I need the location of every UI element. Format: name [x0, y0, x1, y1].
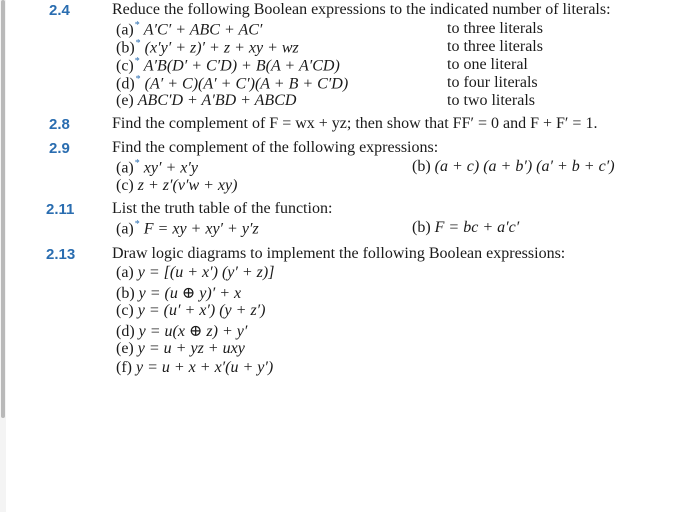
starred-marker-icon: * — [134, 219, 140, 230]
item-expr: F = xy + xy′ + y′z — [143, 220, 259, 238]
item-expr: y = [(u + x′) (y′ + z)] — [137, 264, 275, 281]
item-expr: y = u(x ⊕ z) + y′ — [138, 323, 248, 340]
item-label: (a) — [116, 159, 134, 177]
item-label: (f) — [116, 359, 132, 376]
starred-marker-icon: * — [134, 56, 140, 67]
problem-2-4-target-c: to one literal — [447, 56, 528, 73]
starred-marker-icon: * — [134, 158, 140, 169]
problem-2-4-item-d — [116, 74, 348, 93]
problem-2-9-item-b — [412, 158, 615, 176]
starred-marker-icon: * — [134, 20, 140, 31]
problem-2-13-item-a — [116, 264, 274, 282]
item-expr: (x′y′ + z)′ + z + xy + wz — [144, 39, 299, 57]
item-label: (b) — [116, 39, 135, 57]
problem-2-8-text: Find the complement of F = wx + yz; then show that FF′ = 0 and F + F′ = 1. — [112, 115, 598, 132]
problem-2-13-item-c — [116, 302, 266, 320]
item-label: (a) — [116, 264, 134, 281]
starred-marker-icon: * — [135, 38, 141, 49]
starred-marker-icon: * — [135, 74, 141, 85]
item-expr: y = (u′ + x′) (y + z′) — [137, 302, 266, 319]
problem-2-4-prompt: Reduce the following Boolean expressions to the indicated number of literals: — [112, 1, 611, 18]
item-expr: xy′ + x′y — [143, 159, 198, 177]
problem-2-4-item-c — [116, 56, 340, 75]
problem-2-13-item-f — [116, 359, 273, 377]
problem-2-13-prompt: Draw logic diagrams to implement the following Boolean expressions: — [112, 245, 566, 262]
item-expr: y = u + yz + uxy — [137, 340, 245, 357]
item-expr: A′C′ + ABC + AC′ — [143, 21, 263, 39]
problem-number-2-8: 2.8 — [49, 116, 70, 133]
item-expr: (A′ + C)(A′ + C′)(A + B + C′D) — [144, 75, 349, 93]
item-label: (c) — [116, 177, 134, 194]
problem-2-11-prompt: List the truth table of the function: — [112, 200, 333, 217]
problem-2-11-item-a — [116, 219, 259, 238]
item-expr: (a + c) (a + b′) (a′ + b + c′) — [434, 158, 615, 175]
problem-2-4-target-a: to three literals — [447, 20, 543, 37]
scrollbar-thumb[interactable] — [1, 0, 5, 418]
item-expr: A′B(D′ + C′D) + B(A + A′CD) — [143, 57, 340, 75]
problem-number-2-9: 2.9 — [49, 140, 70, 157]
item-expr: y = (u ⊕ y)′ + x — [138, 285, 242, 302]
problem-2-4-item-b — [116, 38, 299, 57]
problem-2-4-target-b: to three literals — [447, 38, 543, 55]
item-label: (c) — [116, 57, 134, 75]
item-label: (b) — [412, 219, 431, 236]
problem-2-13-item-b — [116, 283, 241, 303]
item-expr: z + z′(v′w + xy) — [137, 177, 238, 194]
problem-2-13-item-d — [116, 321, 247, 341]
problem-2-4-target-e: to two literals — [447, 92, 535, 109]
item-label: (e) — [116, 340, 134, 357]
problem-2-13-item-e — [116, 340, 245, 358]
problem-number-2-4: 2.4 — [49, 2, 70, 19]
item-expr: y = u + x + x′(u + y′) — [135, 359, 274, 376]
item-expr: F = bc + a′c′ — [434, 219, 520, 236]
item-label: (e) — [116, 92, 134, 109]
problem-number-2-13: 2.13 — [46, 246, 76, 263]
item-label: (a) — [116, 21, 134, 39]
item-label: (c) — [116, 302, 134, 319]
problem-2-11-item-b — [412, 219, 519, 237]
item-expr: ABC′D + A′BD + ABCD — [137, 92, 297, 109]
problem-2-9-prompt: Find the complement of the following expressions: — [112, 139, 439, 156]
item-label: (d) — [116, 75, 135, 93]
problem-2-4-target-d: to four literals — [447, 74, 538, 91]
item-label: (b) — [412, 158, 431, 175]
item-label: (d) — [116, 323, 135, 340]
scrollbar[interactable] — [0, 0, 6, 512]
item-label: (a) — [116, 220, 134, 238]
problem-2-4-item-e — [116, 92, 296, 110]
problem-2-9-item-a — [116, 158, 198, 177]
item-label: (b) — [116, 285, 135, 302]
problem-2-4-item-a — [116, 20, 262, 39]
problem-number-2-11: 2.11 — [46, 201, 75, 218]
problem-2-9-item-c — [116, 177, 237, 195]
